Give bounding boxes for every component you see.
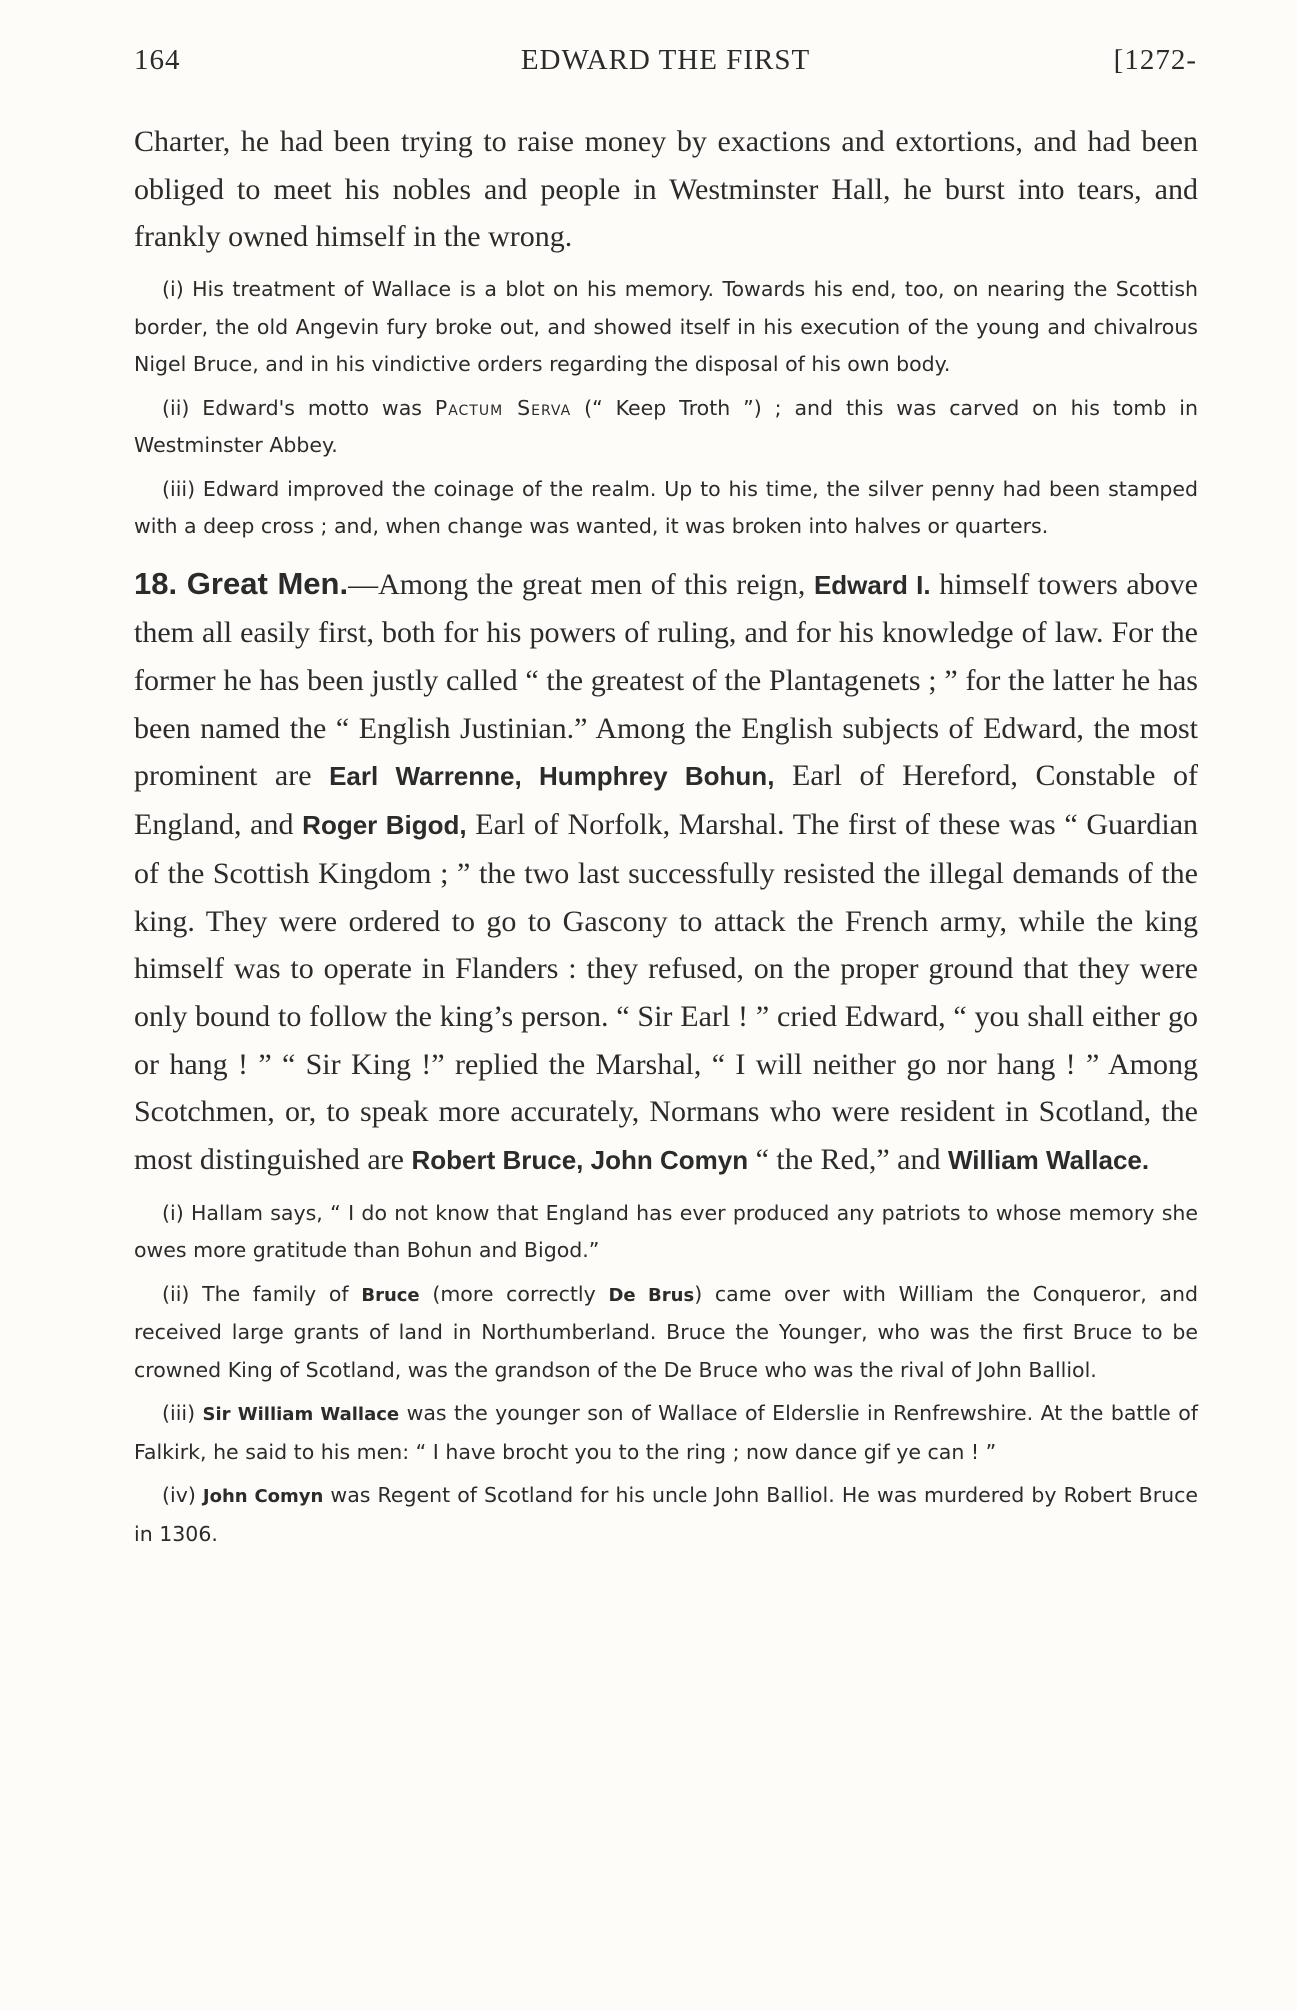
year-range: [1272-: [1113, 44, 1197, 76]
section-great-men: 18. Great Men.—Among the great men of this reign, Edward I. himself towers above them all easily first, both for his powers of ruling, and for his knowledge of law. For the former he has been justly called “ the greatest of the Plantagenets ; ” for the latter he has been named the “ English Justinian.” Among the English subjects of Edward, the most prominent are Earl Warrenne, Humphrey Bohun, Earl of Hereford, Constable of England, and Roger Bigod, Earl of Norfolk, Marshal. The first of these was “ Guardian of the Scottish Kingdom ; ” the two last successfully resisted the illegal demands of the king. They were ordered to go to Gascony to attack the French army, while the king himself was to operate in Flanders : they refused, on the proper ground that they were only bound to follow the king’s person. “ Sir Earl ! ” cried Edward, “ you shall either go or hang ! ” “ Sir King !” replied the Marshal, “ I will neither go nor hang ! ” Among Scotchmen, or, to speak more accurately, Normans who were resident in Scotland, the most distinguished are Robert Bruce, John Comyn “ the Red,” and William Wallace.: [134, 565, 1199, 1177]
notes-edward: [134, 271, 1198, 546]
note-wallace-treatment: (i) His treatment of Wallace is a blot on his memory. Towards his end, too, on nearing the Scottish border, the old Angevin fury broke out, and showed itself in his execution of the young and chivalrous Nigel Bruce, and in his vindictive orders regarding the disposal of his own body.: [134, 277, 1198, 377]
intro-paragraph: Charter, he had been trying to raise money by exactions and extortions, and had been obliged to meet his nobles and people in Westminster Hall, he burst into tears, and frankly owned himself in the wrong.: [134, 125, 1198, 254]
page-body: [134, 118, 1198, 1567]
page-number: 164: [134, 44, 181, 76]
running-header: [134, 44, 1197, 84]
note-motto: (ii) Edward's motto was Pactum Serva (“ Keep Troth ”) ; and this was carved on his tomb in Westminster Abbey.: [134, 395, 1198, 458]
motto-text: Pactum Serva: [434, 395, 572, 420]
notes-great-men: [134, 1195, 1198, 1554]
note-wallace: (iii) Sir William Wallace was the younger son of Wallace of Elderslie in Renfrewshire. At the battle of Falkirk, he said to his men: “ I have brocht you to the ring ; now dance gif ye can ! ”: [134, 1401, 1198, 1464]
running-title: EDWARD THE FIRST: [520, 44, 811, 76]
section-heading: 18. Great Men.: [134, 565, 349, 601]
note-comyn: (iv) John Comyn was Regent of Scotland for his uncle John Balliol. He was murdered by Robert Bruce in 1306.: [134, 1483, 1199, 1546]
note-coinage: (iii) Edward improved the coinage of the realm. Up to his time, the silver penny had been stamped with a deep cross ; and, when change was wanted, it was broken into halves or quarters.: [134, 476, 1198, 539]
note-hallam: (i) Hallam says, “ I do not know that England has ever produced any patriots to whose memory she owes more gratitude than Bohun and Bigod.”: [134, 1200, 1198, 1263]
note-bruce-family: (ii) The family of Bruce (more correctly De Brus) came over with William the Conqueror, and received large grants of land in Northumberland. Bruce the Younger, who was the first Bruce to be crowned King of Scotland, was the grandson of the De Bruce who was the rival of John Balliol.: [134, 1281, 1198, 1382]
